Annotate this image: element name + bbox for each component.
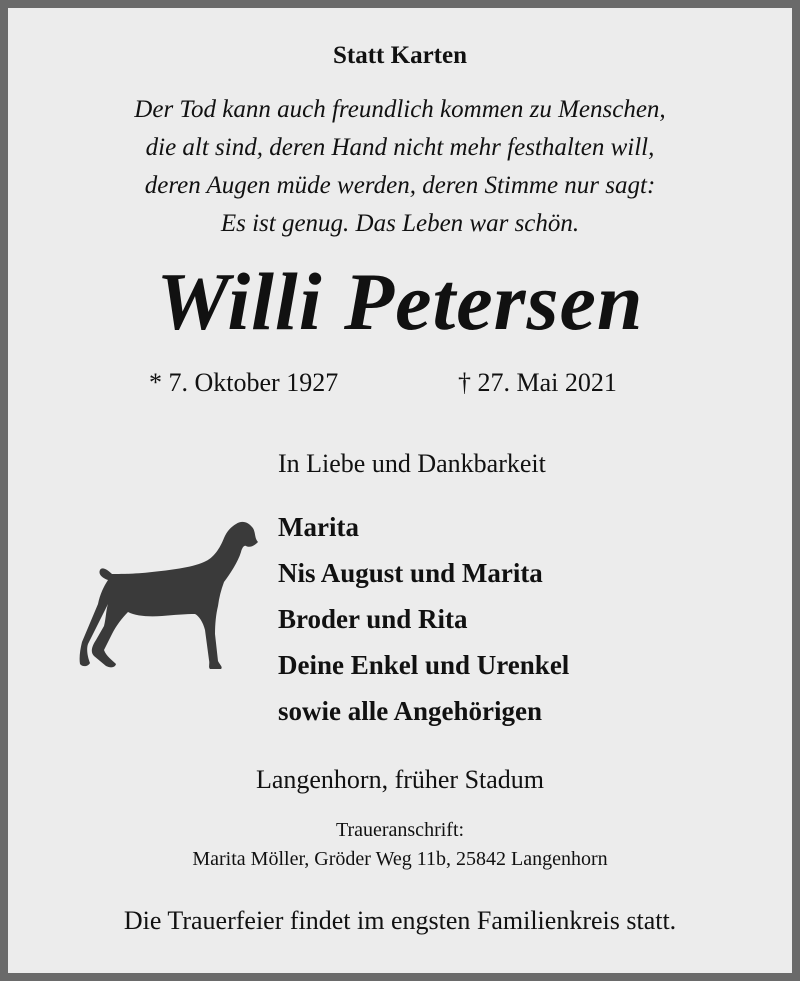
family-member: Nis August und Marita <box>278 558 543 588</box>
family-list <box>278 504 569 734</box>
death-date: † 27. Mai 2021 <box>458 368 617 397</box>
family-member: Deine Enkel und Urenkel <box>278 650 570 680</box>
poem-line: Es ist genug. Das Leben war schön. <box>220 210 580 237</box>
deceased-name: Willi Petersen <box>156 256 644 347</box>
poem-line: die alt sind, deren Hand nicht mehr festhalten will, <box>145 134 655 161</box>
location: Langenhorn, früher Stadum <box>255 765 545 794</box>
family-member: Marita <box>278 512 359 542</box>
poem <box>8 91 792 243</box>
dog-silhouette-icon <box>78 518 268 678</box>
family-member: sowie alle Angehörigen <box>278 696 542 726</box>
birth-date: * 7. Oktober 1927 <box>149 368 339 397</box>
poem-line: Der Tod kann auch freundlich kommen zu Menschen, <box>134 96 666 123</box>
mourning-address: Marita Möller, Gröder Weg 11b, 25842 Langenhorn <box>192 848 608 870</box>
heading: Statt Karten <box>333 42 467 69</box>
dedication: In Liebe und Dankbarkeit <box>278 449 546 478</box>
funeral-notice: Die Trauerfeier findet im engsten Familienkreis statt. <box>123 906 677 935</box>
poem-line: deren Augen müde werden, deren Stimme nur sagt: <box>144 172 656 199</box>
address-label: Traueranschrift: <box>335 819 465 841</box>
obituary-notice <box>8 8 792 973</box>
family-member: Broder und Rita <box>278 604 468 634</box>
